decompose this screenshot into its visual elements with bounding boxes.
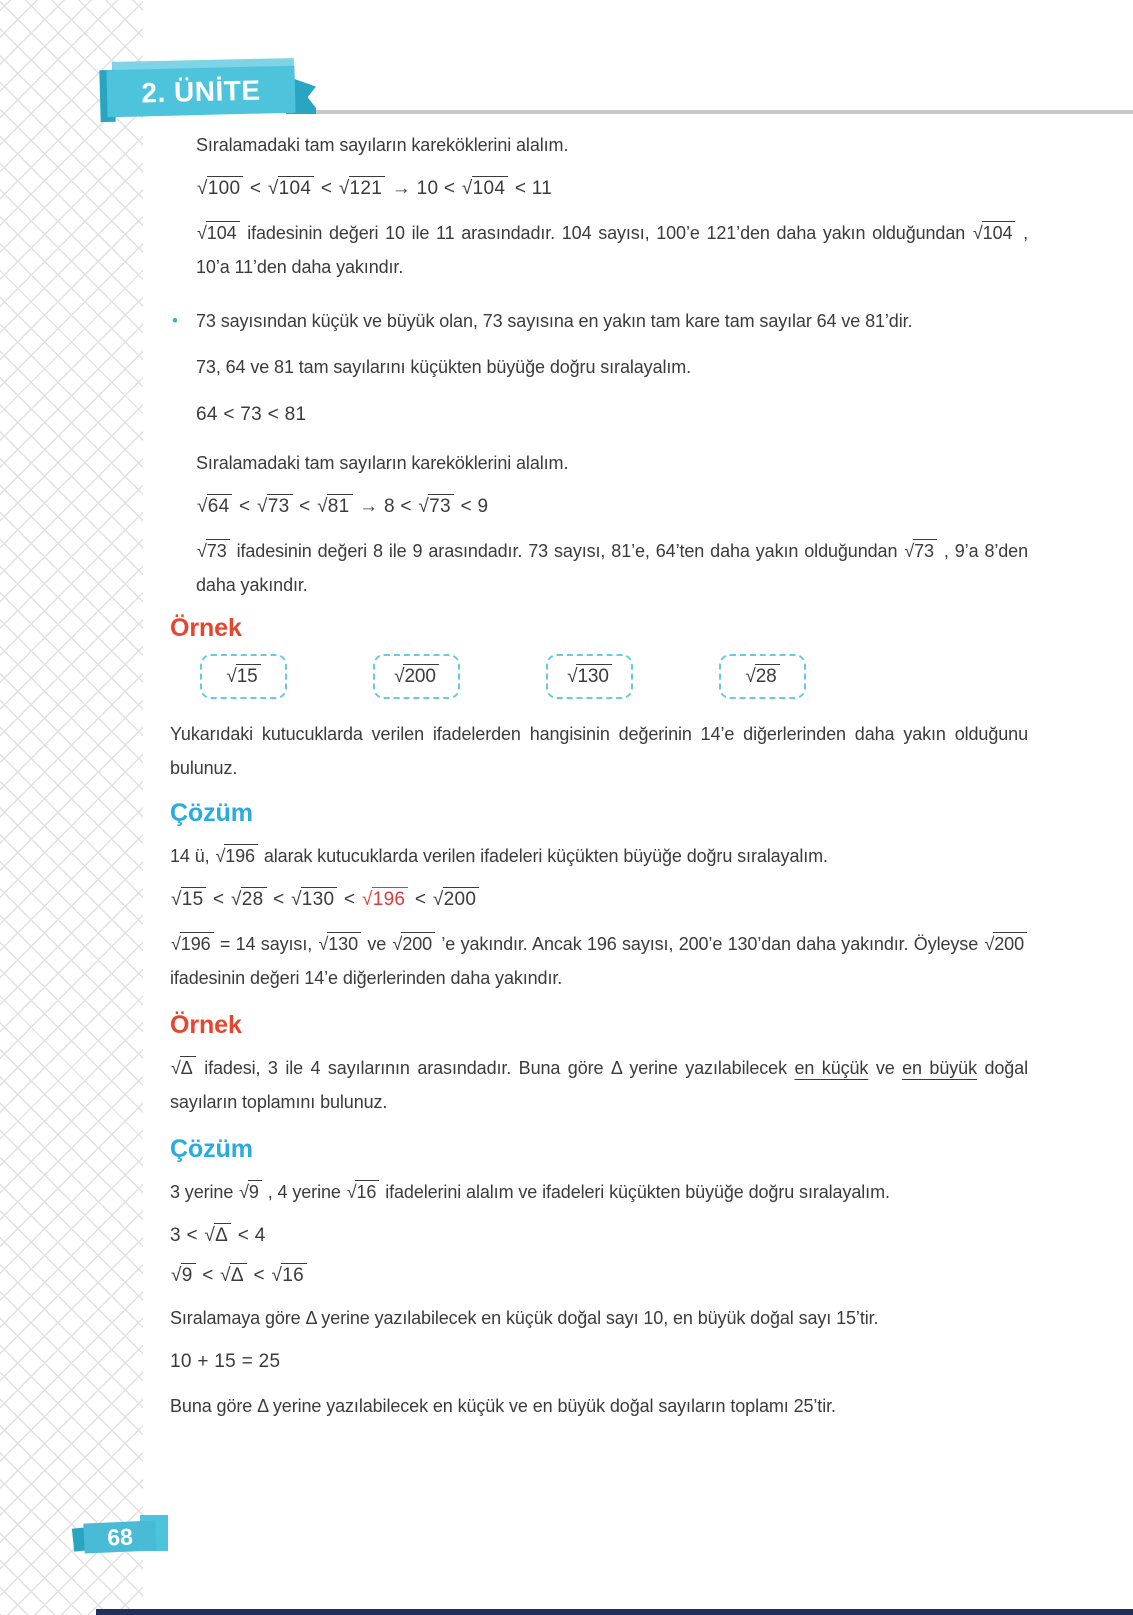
- solution2-math3: 10 + 15 = 25: [170, 1351, 281, 1372]
- intro-math: √100 < √104 < √121 → 10 < √104 < 11: [196, 170, 1028, 208]
- solution1-heading: Çözüm: [170, 799, 253, 827]
- option-box: [546, 654, 633, 699]
- badge-face: [83, 1520, 156, 1553]
- sqrt-expression: √196: [215, 839, 258, 873]
- sqrt-expression-highlight: √196: [362, 881, 408, 919]
- sqrt-line: Sıralamadaki tam sayıların kareköklerini alalım.: [196, 453, 569, 473]
- solution2-line1: 3 yerine √9 , 4 yerine √16 ifadelerini alalım ve ifadeleri küçükten büyüğe doğru sıralayalım.: [170, 1175, 1028, 1209]
- sqrt-expression: √73: [197, 534, 230, 568]
- solution2-math2: √9 < √Δ < √16: [170, 1257, 1028, 1295]
- solution2-heading: Çözüm: [170, 1135, 253, 1163]
- sqrt-expression: √Δ: [204, 1217, 231, 1255]
- sqrt-expression: √16: [347, 1175, 380, 1209]
- example1-heading: Örnek: [170, 614, 242, 642]
- option-box: [200, 654, 287, 699]
- bullet-text: 73 sayısından küçük ve büyük olan, 73 sayısına en yakın tam kare tam sayılar 64 ve 81’dir.: [196, 311, 913, 331]
- sqrt-expression: √200: [433, 881, 479, 919]
- sqrt-paragraph: √73 ifadesinin değeri 8 ile 9 arasındadır. 73 sayısı, 81’e, 64’ten daha yakın olduğundan √73 , 9’a 8’den daha yakındır.: [196, 534, 1028, 602]
- sqrt-expression: √28: [231, 881, 266, 919]
- sqrt-expression: √9: [171, 1257, 196, 1295]
- example1-question: Yukarıdaki kutucuklarda verilen ifadelerden hangisinin değerinin 14’e diğerlerinden daha yakın olduğunu bulunuz.: [170, 724, 1028, 778]
- footer-bar: [96, 1609, 1133, 1615]
- order-line: 73, 64 ve 81 tam sayılarını küçükten büyüğe doğru sıralayalım.: [196, 357, 692, 377]
- sqrt-expression: √73: [418, 488, 453, 526]
- sqrt-expression: √16: [271, 1257, 306, 1295]
- header-divider: [300, 110, 1133, 114]
- option-box: [719, 654, 806, 699]
- sqrt-expression: √121: [339, 170, 385, 208]
- example2-question: √Δ ifadesi, 3 ile 4 sayılarının arasındadır. Buna göre Δ yerine yazılabilecek en küçük ve en büyük doğal sayıların toplamını bulunuz.: [170, 1051, 1028, 1119]
- sqrt-expression: √130: [291, 881, 337, 919]
- solution1-math: √15 < √28 < √130 < √196 < √200: [170, 881, 1028, 919]
- sqrt-expression: √28: [745, 664, 779, 689]
- sqrt-expression: √104: [462, 170, 508, 208]
- sqrt-expression: √73: [904, 534, 937, 568]
- solution1-line: 14 ü, √196 alarak kutucuklarda verilen ifadeleri küçükten büyüğe doğru sıralayalım.: [170, 839, 1028, 873]
- sqrt-expression: √73: [257, 488, 292, 526]
- intro-paragraph: √104 ifadesinin değeri 10 ile 11 arasındadır. 104 sayısı, 100’e 121’den daha yakın olduğundan √104 , 10’a 11’den daha yakındır.: [196, 216, 1028, 284]
- sqrt-expression: √Δ: [220, 1257, 247, 1295]
- banner-face: [106, 66, 295, 118]
- sqrt-expression: √104: [197, 216, 240, 250]
- sqrt-expression: √200: [393, 927, 436, 961]
- intro-section: [170, 128, 1028, 602]
- order-math: 64 < 73 < 81: [196, 404, 307, 425]
- solution2-line3: Buna göre Δ yerine yazılabilecek en küçük ve en büyük doğal sayıların toplamı 25’tir.: [170, 1396, 836, 1416]
- sqrt-expression: √130: [318, 927, 361, 961]
- bullet-icon: •: [172, 311, 178, 330]
- intro-line: Sıralamadaki tam sayıların kareköklerini alalım.: [196, 135, 569, 155]
- solution2-math1: 3 < √Δ < 4: [170, 1217, 1028, 1255]
- sqrt-expression: √200: [394, 664, 439, 689]
- solution2-line2: Sıralamaya göre Δ yerine yazılabilecek en küçük doğal sayı 10, en büyük doğal sayı 15’tir.: [170, 1308, 879, 1328]
- sqrt-expression: √100: [197, 170, 243, 208]
- solution1-paragraph: √196 = 14 sayısı, √130 ve √200 ’e yakındır. Ancak 196 sayısı, 200’e 130’dan daha yakındır. Öyleyse √200 ifadesinin değeri 14’e diğerlerinden daha yakındır.: [170, 927, 1028, 995]
- page-content: [170, 128, 1028, 1431]
- unit-banner-label: 2. ÜNİTE: [141, 74, 261, 108]
- page-number: 68: [106, 1522, 134, 1551]
- sqrt-expression: √15: [171, 881, 206, 919]
- sqrt-math: √64 < √73 < √81 → 8 < √73 < 9: [196, 488, 1028, 526]
- sqrt-expression: √104: [973, 216, 1016, 250]
- page-number-badge: [70, 1512, 174, 1558]
- sqrt-expression: √200: [984, 927, 1027, 961]
- sqrt-expression: √81: [317, 488, 352, 526]
- sqrt-expression: √15: [226, 664, 260, 689]
- option-box: [373, 654, 460, 699]
- sqrt-expression: √104: [268, 170, 314, 208]
- sqrt-expression: √196: [171, 927, 214, 961]
- crosshatch-pattern: [0, 0, 143, 1615]
- bullet-item: [172, 304, 1028, 338]
- sqrt-expression: √9: [239, 1175, 262, 1209]
- sqrt-expression: √64: [197, 488, 232, 526]
- example2-heading: Örnek: [170, 1011, 242, 1039]
- option-box-row: [200, 654, 1028, 699]
- unit-banner: [100, 58, 320, 124]
- sqrt-expression: √Δ: [171, 1051, 196, 1085]
- sqrt-expression: √130: [567, 664, 612, 689]
